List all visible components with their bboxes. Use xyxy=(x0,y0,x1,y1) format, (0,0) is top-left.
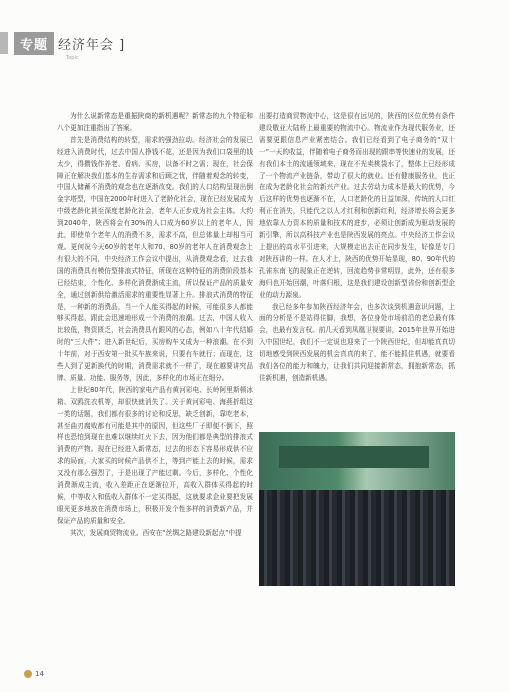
paragraph: 为什么说新常态是重振陕商的新机遇呢？新常态的九个特征和八个更加注重指出了答案。 xyxy=(57,112,253,132)
paragraph: 上世纪80年代，陕西的家电产品有黄河彩电、长岭阿里斯顿冰箱、双鸥洗衣机等，却很快就消失了。关于黄河彩电、海燕折组这一类的话题，我们都有很多的讨论和反思，缺乏创新，靠吃老本，甚至曲刃腐败都有可能是其中的原因，但这些厂子即便不倒下，照样也恐怕到现在也难以继续红火下去，因为他们都是典型的排浪式消费的产物。现在已经进入新常态，过去的形态下容易形成供不应求的局面，大家买的时候产品供不上，等到产能上去的时候，需求又没有那么强烈了，于是出现了产能过剩。今后，多样化、个性化消费渐成主流，收入差距正在逐渐拉开，高收入群体买得起的时候，中等收入和低收入群体不一定买得起，这就要求企业要把发展眼光更多地放在消费市场上，积极开发个性多样的消费新产品，并保证产品的质量和安全。 xyxy=(57,385,253,525)
section-tag: 专题 xyxy=(14,32,54,55)
photo-audience xyxy=(259,490,455,586)
paragraph: 我已经多年参加陕西经济年会，也多次谈到机遇意识问题，上面的分析是不是站得住脚，我想，各位身处市场前沿的老总最有体会，也最有发言权。前几天看到凤凰卫视要讲，2015年世界开始进入中国世纪，我们不一定说也迎来了一个陕西世纪，但却能真真切切地感受到陕西发展的机会真真的来了，能不能抓住机遇，就要看我们各位的能力和魄力，让我们共同迎接新常态，拥抱新常态，抓住新机遇，创造新机遇。 xyxy=(259,302,455,382)
left-column xyxy=(57,111,253,540)
photo-banner xyxy=(279,446,429,468)
paragraph: 首先是消费结构的转型，需求的强劲拉动。经济社会的发展已经进入消费时代，过去中国人挣钱不花，还是因为我们口袋里的钱太少，得攒钱作养老、看病、买房，以备不时之需；现在，社会保障正在解决我们基本的生存需求和后顾之忧，伴随着观念的转变，中国人储蓄不消费的观念也在逐渐改变。我们的人口结构呈现出倒金字塔型，中国在2000年时进入了老龄化社会，现在已经发展成为中级老龄化甚至深度老龄化社会，老年人正步成为社会主体。大约到2040年，陕西将会有30%的人口成为60岁以上的老年人，因此，即使单个老年人的消费不多，需求不高，但总体量上却相当可观。更何况今天60岁的老年人和70、80岁的老年人在消费观念上有很大的不同，中央经济工作会议中提出，从消费观念看，过去我国的消费具有模仿型排浪式特征，所现在这种特征的消费阶段基本已经结束，个性化、多样化消费渐成主流，所以保证产品的质量安全，通过创新供给激活需求的重要性显著上升。排浪式消费的特征是，一种新的消费品，当一个人能买得起的时候，可能很多人都能够买得起，跟此会迅速地形成一个消费的浪潮。过去，中国人收入比较低，物资匮乏，社会消费具有跟风的心态，例如八十年代结婚时的“三大件”；进入新世纪后，买房购车又成为一种浪潮。在不到十年前，对于西安第一批买车族来说，只要有车就行；而现在，这些人到了更新换代的时期，消费需求就不一样了，现在越要讲究品牌、质量、功能、服务等，因此，多样化的市场正在细分。 xyxy=(57,135,253,382)
paragraph: 其次，发展商贸物流业。西安在“丝绸之路建设新起点”中提 xyxy=(70,528,242,537)
page-number: 14 xyxy=(35,670,44,678)
paragraph: 出要打造商贸物流中心，这是很有远见的，陕西的区位优势有条件建设敬亚大陆桥上最重要的物流中心。物流业作为现代服务业，还需要更跟信息产业紧密结合。我们已经看到了电子商务的“双十一”一天的收益，伴随着电子商务而出现的跟串等快速业的发展，还有我们本土的流通领域来，现在不光卖桃袋水了，整体上已经形成了一个物流产业链条，带动了很大的就业。还有健康服务业，也正在成为老龄化社会的新兴产业。过去劳动力成本是最大的优势，今后这样的优势也逐渐不在，人口老龄化的日益加深，传统的人口红利正在消失，只能代之以人才红利和创新红利，经济增长将会更多地依靠人力资本的质量和技术的进步，必须让创新成为驱动发展的新引擎，所以高科技产业也是陕西发展的亮点。中央经济工作会议上提出的高水平引进来，大规模走出去正在同步发生，好像是专门对陕西讲的一样。在人才上，陕西的优势开始显现，80、90年代的孔雀东南飞的现象正在逆转，回流趋势非常明显，此外，还有很多海归也开始回潮，叶落归根，这是我们建设创新型省份和创新型企业的动力源泉。 xyxy=(259,112,455,299)
page-footer xyxy=(24,670,44,678)
section-title: 经济年会 ] xyxy=(58,37,126,53)
section-subtitle: Topic xyxy=(66,55,79,61)
header-bar xyxy=(0,32,8,54)
right-column xyxy=(259,111,455,385)
section-header xyxy=(0,30,125,56)
conference-photo xyxy=(259,432,455,586)
page-marker-icon xyxy=(24,670,32,678)
